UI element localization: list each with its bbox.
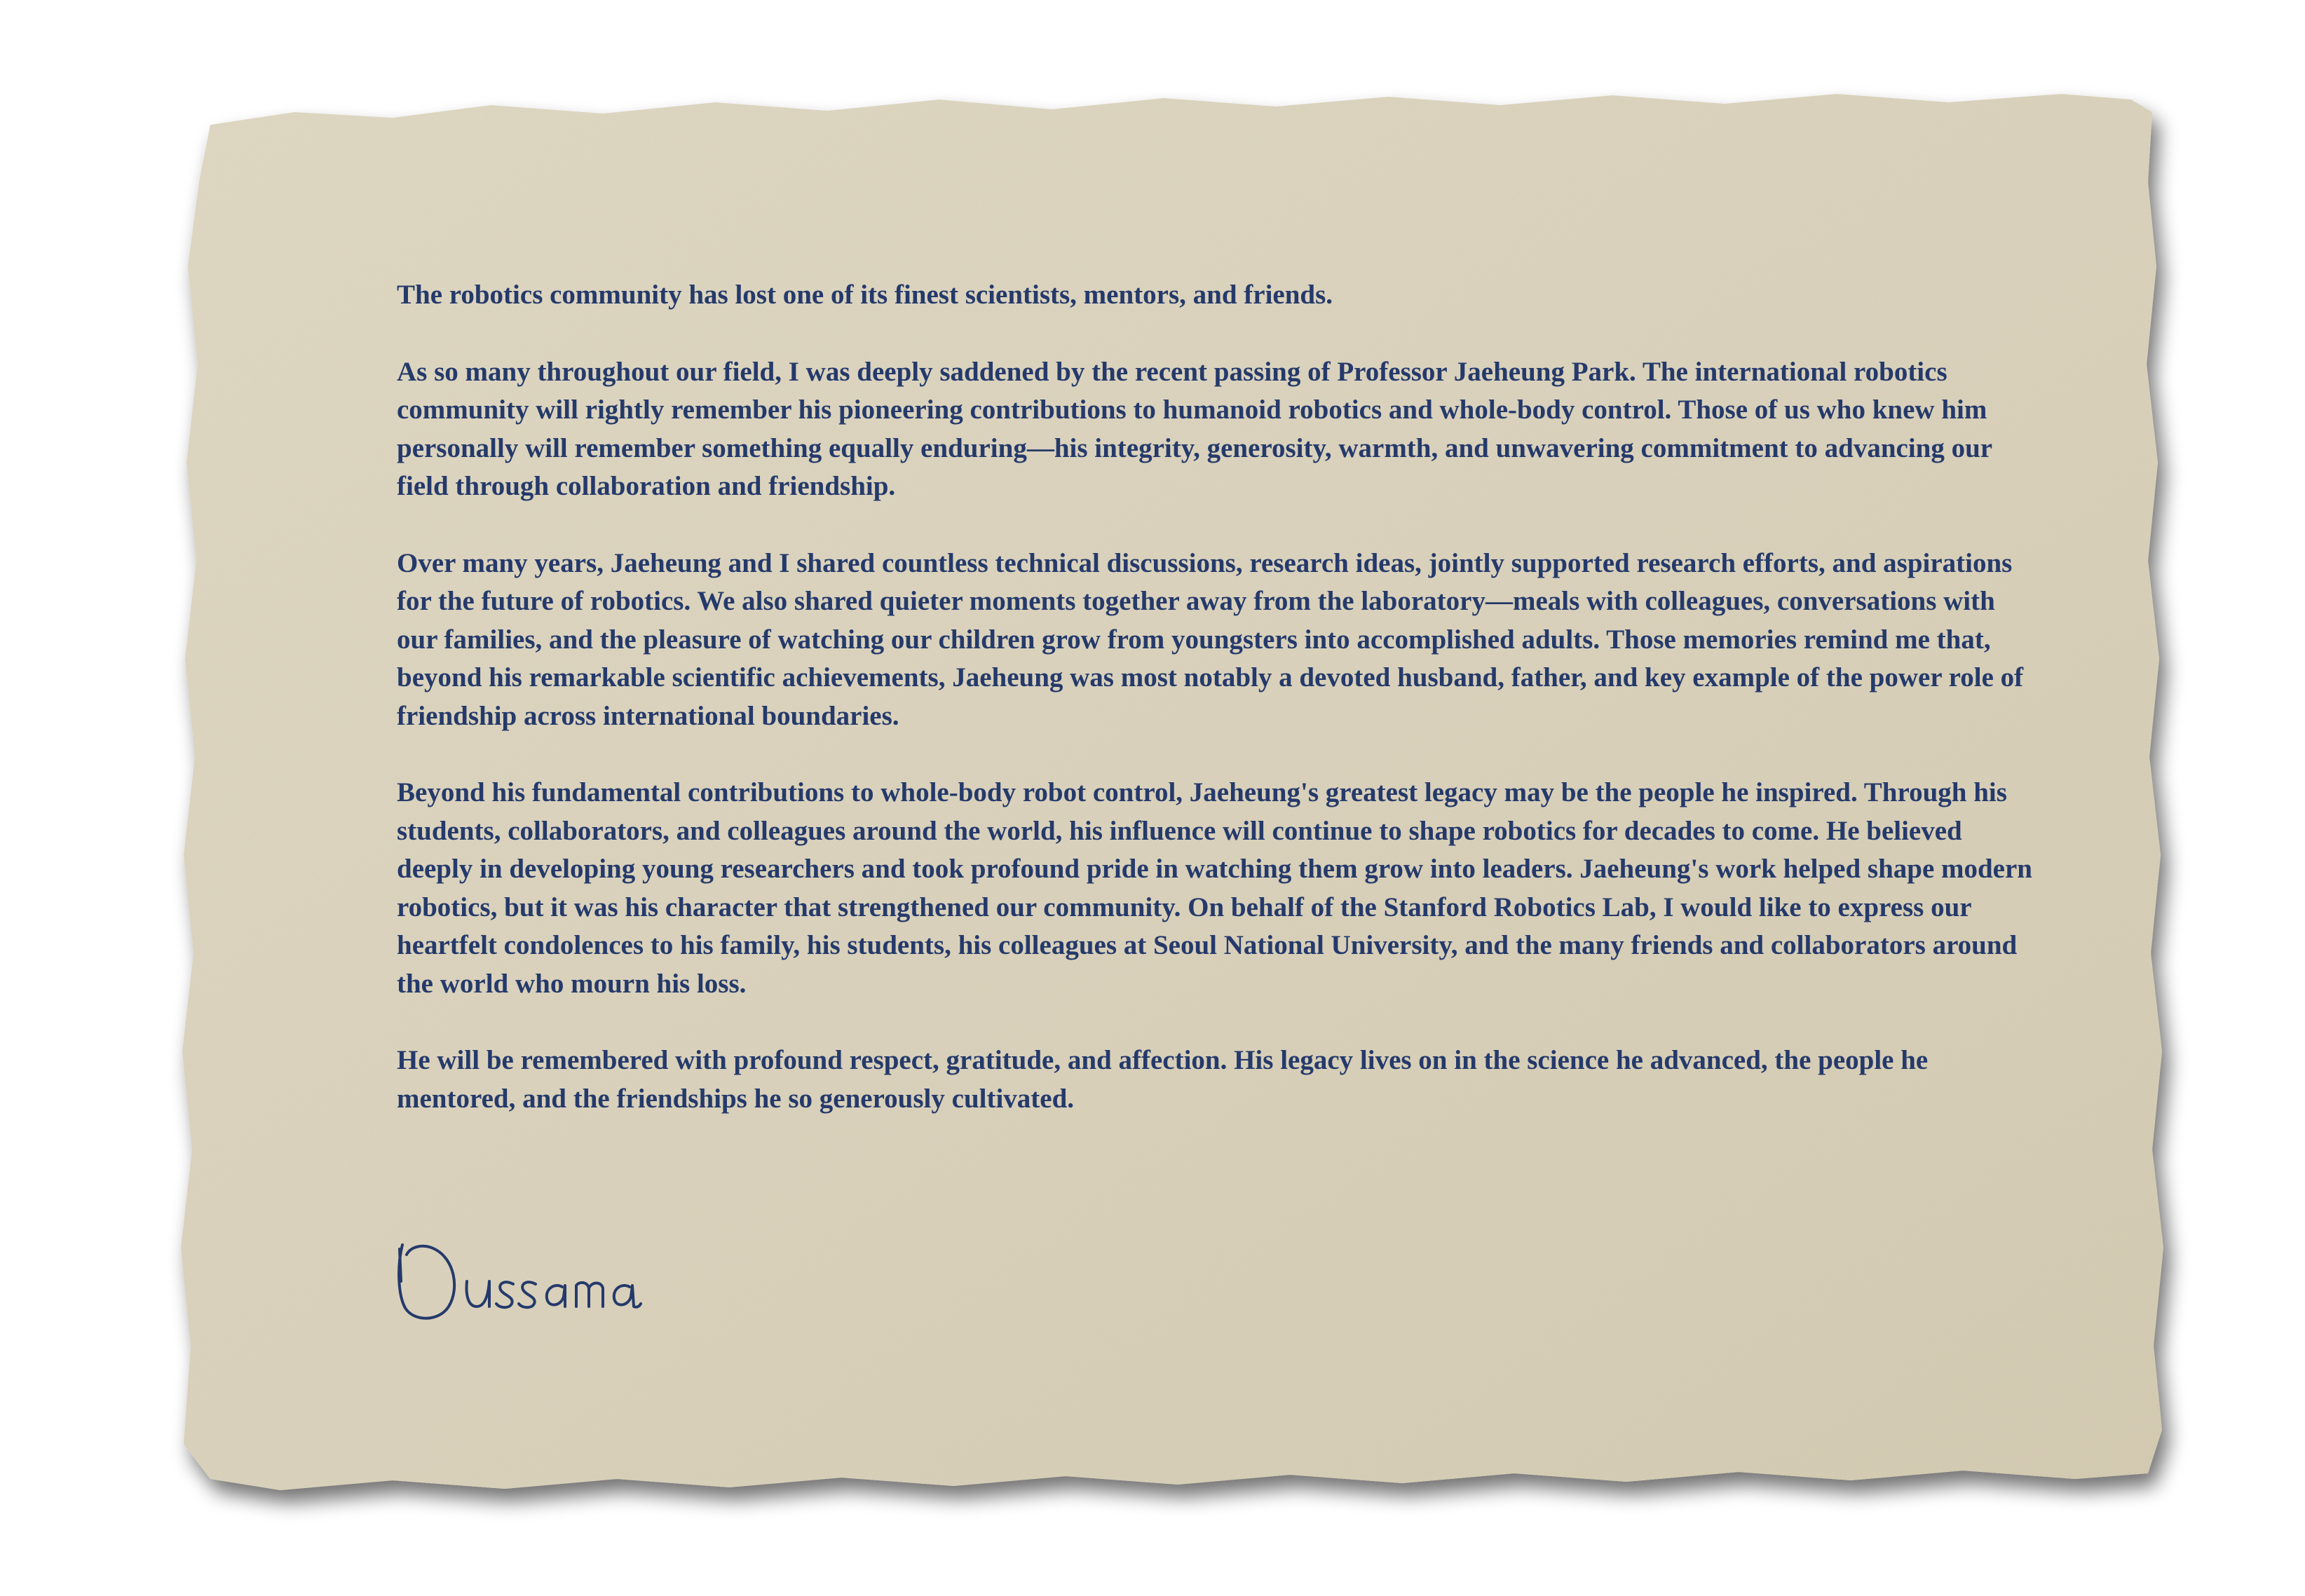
paragraph-closing: He will be remembered with profound respect, gratitude, and affection. His legacy lives on in the science he advanced, the people he mentored, and the friendships he so generously cultivated. xyxy=(397,1045,1929,1114)
paragraph-opening: The robotics community has lost one of its finest scientists, mentors, and friends. xyxy=(397,280,1333,310)
signature-drawing xyxy=(390,1239,670,1323)
handwritten-signature xyxy=(390,1239,670,1323)
paragraph-legacy: Beyond his fundamental contributions to whole-body robot control, Jaeheung's greatest legacy may be the people he inspired. Through his students, collaborators, and colleagues around the world, his influence will continue to shape robotics for decades to come. He believed deeply in developing young researchers and took profound pride in watching them grow into leaders. Jaeheung's work helped shape modern robotics, but it was his character that strengthened our community. On behalf of the Stanford Robotics Lab, I would like to express our heartfelt condolences to his family, his students, his colleagues at Seoul National University, and the many friends and collaborators around the world who mourn his loss. xyxy=(397,777,2032,999)
paragraph-memories: Over many years, Jaeheung and I shared countless technical discussions, research ideas, jointly supported research efforts, and aspirations for the future of robotics. We also shared quieter moments together away from the laboratory—meals with colleagues, conversations with our families, and the pleasure of watching our children grow from youngsters into accomplished adults. Those memories remind me that, beyond his remarkable scientific achievements, Jaeheung was most notably a devoted husband, father, and key example of the power role of friendship across international boundaries. xyxy=(397,547,2024,731)
letter-body xyxy=(397,276,2037,1118)
paragraph-passing: As so many throughout our field, I was deeply saddened by the recent passing of Professor Jaeheung Park. The international robotics community will rightly remember his pioneering contributions to humanoid robotics and whole-body control. Those of us who knew him personally will remember something equally enduring—his integrity, generosity, warmth, and unwavering commitment to advancing our field through collaboration and friendship. xyxy=(397,356,1992,501)
